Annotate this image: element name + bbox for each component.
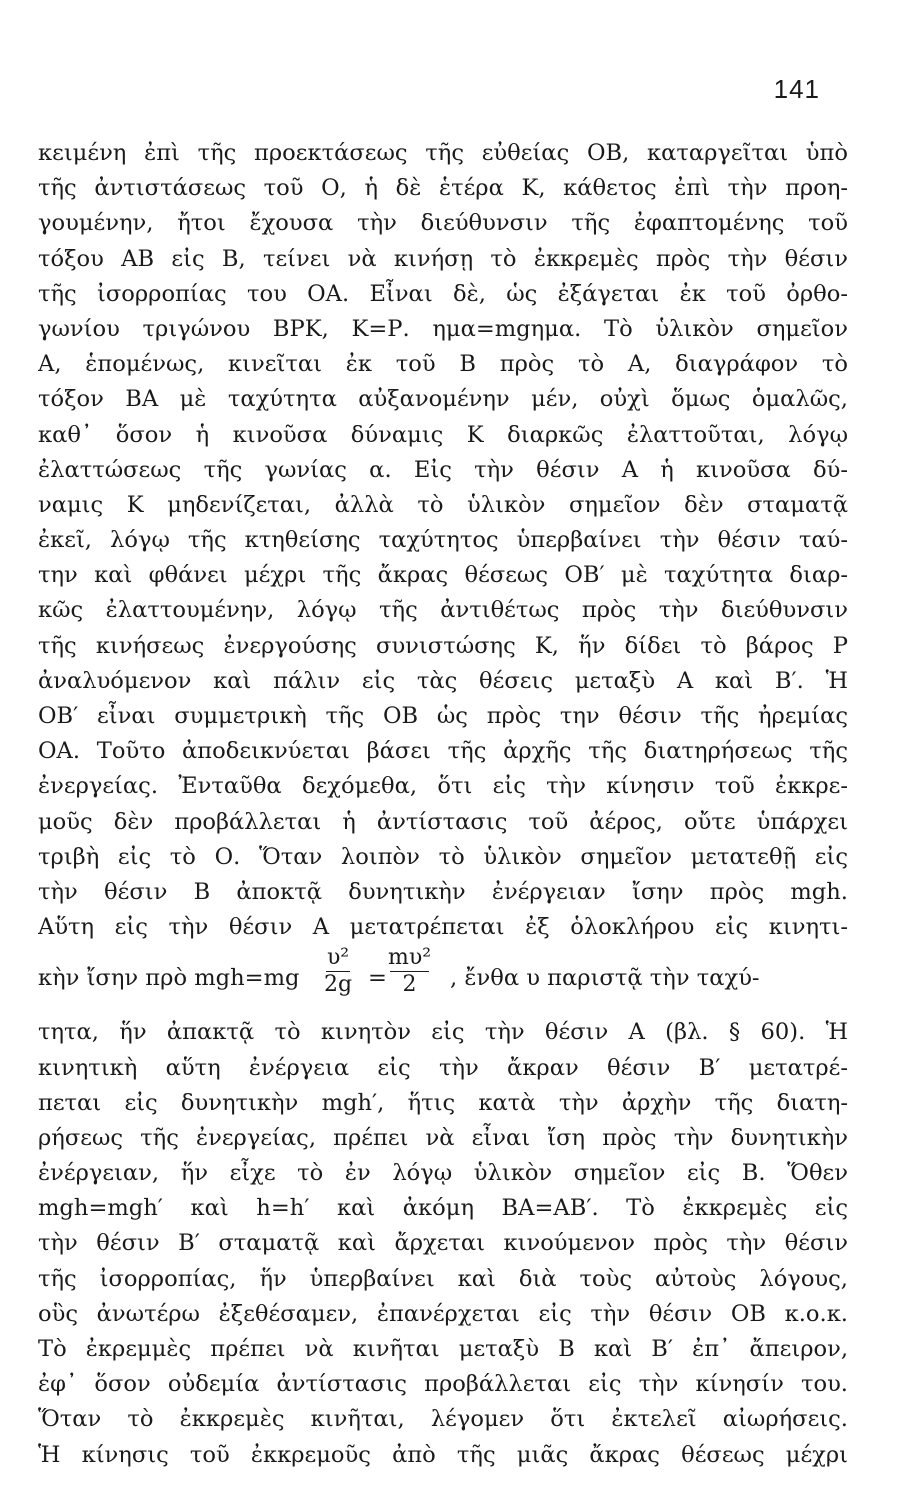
text-line: mgh=mgh′ καὶ h=h′ καὶ ἀκόμη ΒΑ=ΑΒ′. Τὸ ἐκκρεμὲς εἰς: [38, 1195, 848, 1222]
fraction-numerator: υ²: [326, 945, 350, 971]
text-line: οὓς ἀνωτέρω ἐξεθέσαμεν, ἐπανέρχεται εἰς τὴν θέσιν ΟΒ κ.ο.κ.: [38, 1300, 848, 1327]
text-line: κῶς ἐλαττουμένην, λόγῳ τῆς ἀντιθέτως πρὸς τὴν διεύθυνσιν: [38, 597, 848, 624]
text-line: ἐλαττώσεως τῆς γωνίας α. Εἰς τὴν θέσιν Α ἡ κινοῦσα δύ-: [38, 456, 848, 483]
text-line: Τὸ ἐκρεμμὲς πρέπει νὰ κινῆται μεταξὺ Β καὶ Β′ ἐπ᾽ ἄπειρον,: [38, 1336, 848, 1362]
text-line: τητα, ἥν ἀπακτᾷ τὸ κινητὸν εἰς τὴν θέσιν Α (βλ. § 60). Ἡ: [38, 1019, 848, 1046]
formula-prefix: κὴν ἴσην πρὸ mgh=mg: [38, 965, 300, 992]
text-line: τῆς κινήσεως ἐνεργούσης συνιστώσης Κ, ἥν δίδει τὸ βάρος Ρ: [38, 632, 848, 659]
text-line: Ἡ κίνησις τοῦ ἐκκρεμοῦς ἀπὸ τῆς μιᾶς ἄκρας θέσεως μέχρι: [38, 1441, 848, 1468]
text-line: μοῦς δὲν προβάλλεται ἡ ἀντίστασις τοῦ ἀέρος, οὔτε ὑπάρχει: [38, 808, 848, 835]
text-line: τριβὴ εἰς τὸ Ο. Ὅταν λοιπὸν τὸ ὑλικὸν σημεῖον μετατεθῇ εἰς: [38, 843, 848, 870]
text-line: καθ᾽ ὅσον ἡ κινοῦσα δύναμις Κ διαρκῶς ἐλαττοῦται, λόγῳ: [38, 421, 848, 448]
text-line: τῆς ἰσορροπίας, ἥν ὑπερβαίνει καὶ διὰ τοὺς αὐτοὺς λόγους,: [38, 1265, 848, 1292]
page-number: 141: [773, 74, 820, 104]
text-line: την καὶ φθάνει μέχρι τῆς ἄκρας θέσεως ΟΒ′ μὲ ταχύτητα διαρ-: [38, 562, 848, 589]
paragraph-part-2: [38, 1015, 848, 1472]
text-line: ναμις Κ μηδενίζεται, ἀλλὰ τὸ ὑλικὸν σημεῖον δὲν σταματᾷ: [38, 491, 848, 518]
fraction-v2-over-2g: [324, 945, 352, 998]
fraction-numerator: mυ²: [388, 945, 432, 971]
formula-line: [38, 945, 848, 1015]
text-line: Ὅταν τὸ ἐκκρεμὲς κινῆται, λέγομεν ὅτι ἐκτελεῖ αἰωρήσεις.: [38, 1406, 848, 1433]
body-text: [38, 136, 848, 1473]
fraction-denominator: 2g: [324, 972, 353, 998]
text-line: ΟΒ′ εἶναι συμμετρικὴ τῆς ΟΒ ὡς πρὸς την θέσιν τῆς ἠρεμίας: [38, 703, 848, 729]
text-line: κειμένη ἐπὶ τῆς προεκτάσεως τῆς εὐθείας ΟΒ, καταργεῖται ὑπὸ: [38, 140, 848, 166]
text-line: ἐνεργείας. Ἐνταῦθα δεχόμεθα, ὅτι εἰς τὴν κίνησιν τοῦ ἐκκρε-: [38, 773, 848, 800]
paragraph-part-1: [38, 136, 848, 945]
text-line: γουμένην, ἤτοι ἔχουσα τὴν διεύθυνσιν τῆς ἐφαπτομένης τοῦ: [38, 210, 848, 237]
text-line: πεται εἰς δυνητικὴν mgh′, ἥτις κατὰ τὴν ἀρχὴν τῆς διατη-: [38, 1089, 848, 1116]
text-line: ἐφ᾽ ὅσον οὐδεμία ἀντίστασις προβάλλεται εἰς τὴν κίνησίν του.: [38, 1371, 848, 1398]
text-line: ἐκεῖ, λόγῳ τῆς κτηθείσης ταχύτητος ὑπερβαίνει τὴν θέσιν ταύ-: [38, 527, 848, 554]
text-line: γωνίου τριγώνου ΒΡΚ, Κ=Ρ. ημα=mgημα. Τὸ ὑλικὸν σημεῖον: [38, 315, 848, 342]
text-line: ΟΑ. Τοῦτο ἀποδεικνύεται βάσει τῆς ἀρχῆς τῆς διατηρήσεως τῆς: [38, 738, 848, 765]
text-line: ἀναλυόμενον καὶ πάλιν εἰς τὰς θέσεις μεταξὺ Α καὶ Β′. Ἡ: [38, 667, 848, 694]
text-line: τῆς ἀντιστάσεως τοῦ Ο, ἡ δὲ ἑτέρα Κ, κάθετος ἐπὶ τὴν προη-: [38, 175, 848, 202]
formula-equals: =: [368, 965, 387, 992]
text-line: τόξου ΑΒ εἰς Β, τείνει νὰ κινήσῃ τὸ ἐκκρεμὲς πρὸς τὴν θέσιν: [38, 245, 848, 272]
fraction-denominator: 2: [402, 972, 417, 998]
text-line: ρήσεως τῆς ἐνεργείας, πρέπει νὰ εἶναι ἴση πρὸς τὴν δυνητικὴν: [38, 1124, 848, 1151]
text-line: κινητικὴ αὕτη ἐνέργεια εἰς τὴν ἄκραν θέσιν Β′ μετατρέ-: [38, 1054, 848, 1081]
formula-suffix: , ἔνθα υ παριστᾷ τὴν ταχύ-: [450, 965, 760, 992]
text-line: ἐνέργειαν, ἥν εἶχε τὸ ἐν λόγῳ ὑλικὸν σημεῖον εἰς Β. Ὅθεν: [38, 1160, 848, 1187]
text-line: τῆς ἰσορροπίας του ΟΑ. Εἶναι δὲ, ὡς ἐξάγεται ἐκ τοῦ ὀρθο-: [38, 280, 848, 307]
text-line: τὴν θέσιν Β ἀποκτᾷ δυνητικὴν ἐνέργειαν ἴσην πρὸς mgh.: [38, 878, 848, 905]
text-line: τὴν θέσιν Β′ σταματᾷ καὶ ἄρχεται κινούμενον πρὸς τὴν θέσιν: [38, 1230, 848, 1257]
text-line: Αὕτη εἰς τὴν θέσιν Α μετατρέπεται ἐξ ὁλοκλήρου εἰς κινητι-: [38, 914, 848, 941]
text-line: Α, ἑπομένως, κινεῖται ἐκ τοῦ Β πρὸς τὸ Α, διαγράφον τὸ: [38, 351, 848, 378]
fraction-mv2-over-2: [388, 945, 431, 998]
text-line: τόξον ΒΑ μὲ ταχύτητα αὐξανομένην μέν, οὐχὶ ὅμως ὁμαλῶς,: [38, 386, 848, 413]
